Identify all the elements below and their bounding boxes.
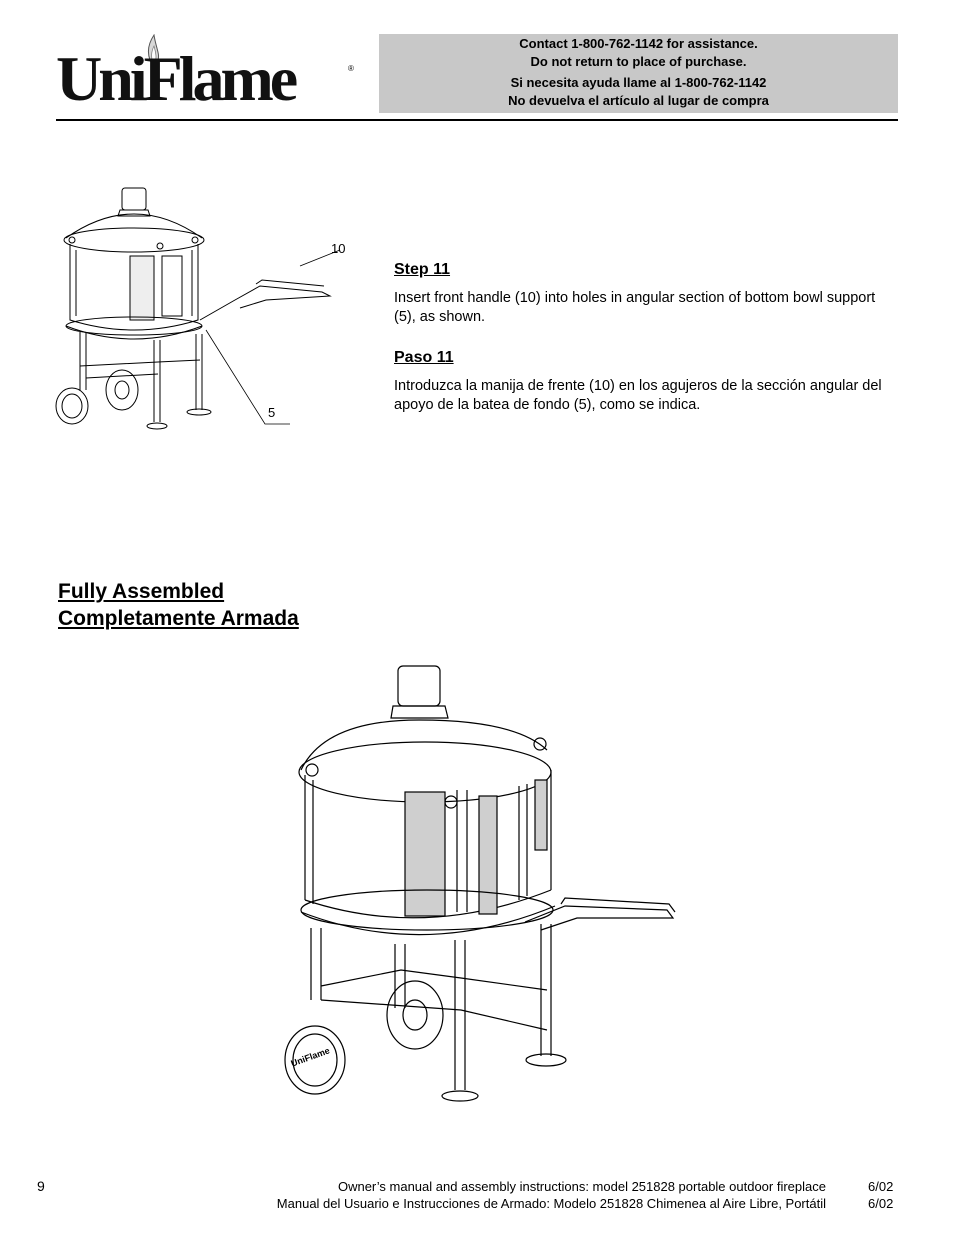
- step-11-spanish: [394, 349, 894, 415]
- assembled-fireplace-figure: [265, 660, 685, 1110]
- fully-assembled-heading: [58, 578, 299, 632]
- step-body: Introduzca la manija de frente (10) en los agujeros de la sección angular del apoyo de la batea de fondo (5), como se indica.: [394, 378, 882, 413]
- header-divider: [56, 119, 898, 121]
- callout-5: 5: [268, 405, 276, 420]
- registered-mark: ®: [348, 64, 354, 73]
- footer-date-english: 6/02: [868, 1179, 894, 1194]
- step-title: Paso 11: [394, 349, 454, 366]
- footer-line-spanish: Manual del Usuario e Instrucciones de Armado: Modelo 251828 Chimenea al Aire Libre, Portátil: [276, 1196, 826, 1211]
- heading-spanish: Completamente Armada: [58, 607, 299, 630]
- step-11-figure: [50, 180, 350, 435]
- heading-english: Fully Assembled: [58, 580, 225, 603]
- page-number: 9: [37, 1178, 45, 1194]
- contact-line-1: Contact 1-800-762-1142 for assistance.: [519, 36, 758, 51]
- contact-box: [379, 34, 898, 113]
- callout-10: 10: [331, 241, 346, 256]
- footer-date-spanish: 6/02: [868, 1196, 894, 1211]
- step-title: Step 11: [394, 261, 451, 278]
- step-body: Insert front handle (10) into holes in angular section of bottom bowl support (5), as shown.: [394, 290, 876, 325]
- contact-line-4: No devuelva el artículo al lugar de compra: [508, 92, 769, 108]
- contact-line-3: Si necesita ayuda llame al 1-800-762-1142: [510, 75, 767, 90]
- uniflame-logo: [56, 34, 366, 114]
- footer-dates: [868, 1178, 893, 1212]
- wheel-brand-label: UniFlame: [289, 1045, 332, 1069]
- contact-line-2: Do not return to place of purchase.: [530, 53, 747, 69]
- footer-line-english: Owner’s manual and assembly instructions: model 251828 portable outdoor fireplace: [337, 1179, 826, 1194]
- footer-text: [277, 1178, 826, 1212]
- brand-name: UniFlame: [56, 43, 295, 114]
- step-11-english: [394, 261, 894, 327]
